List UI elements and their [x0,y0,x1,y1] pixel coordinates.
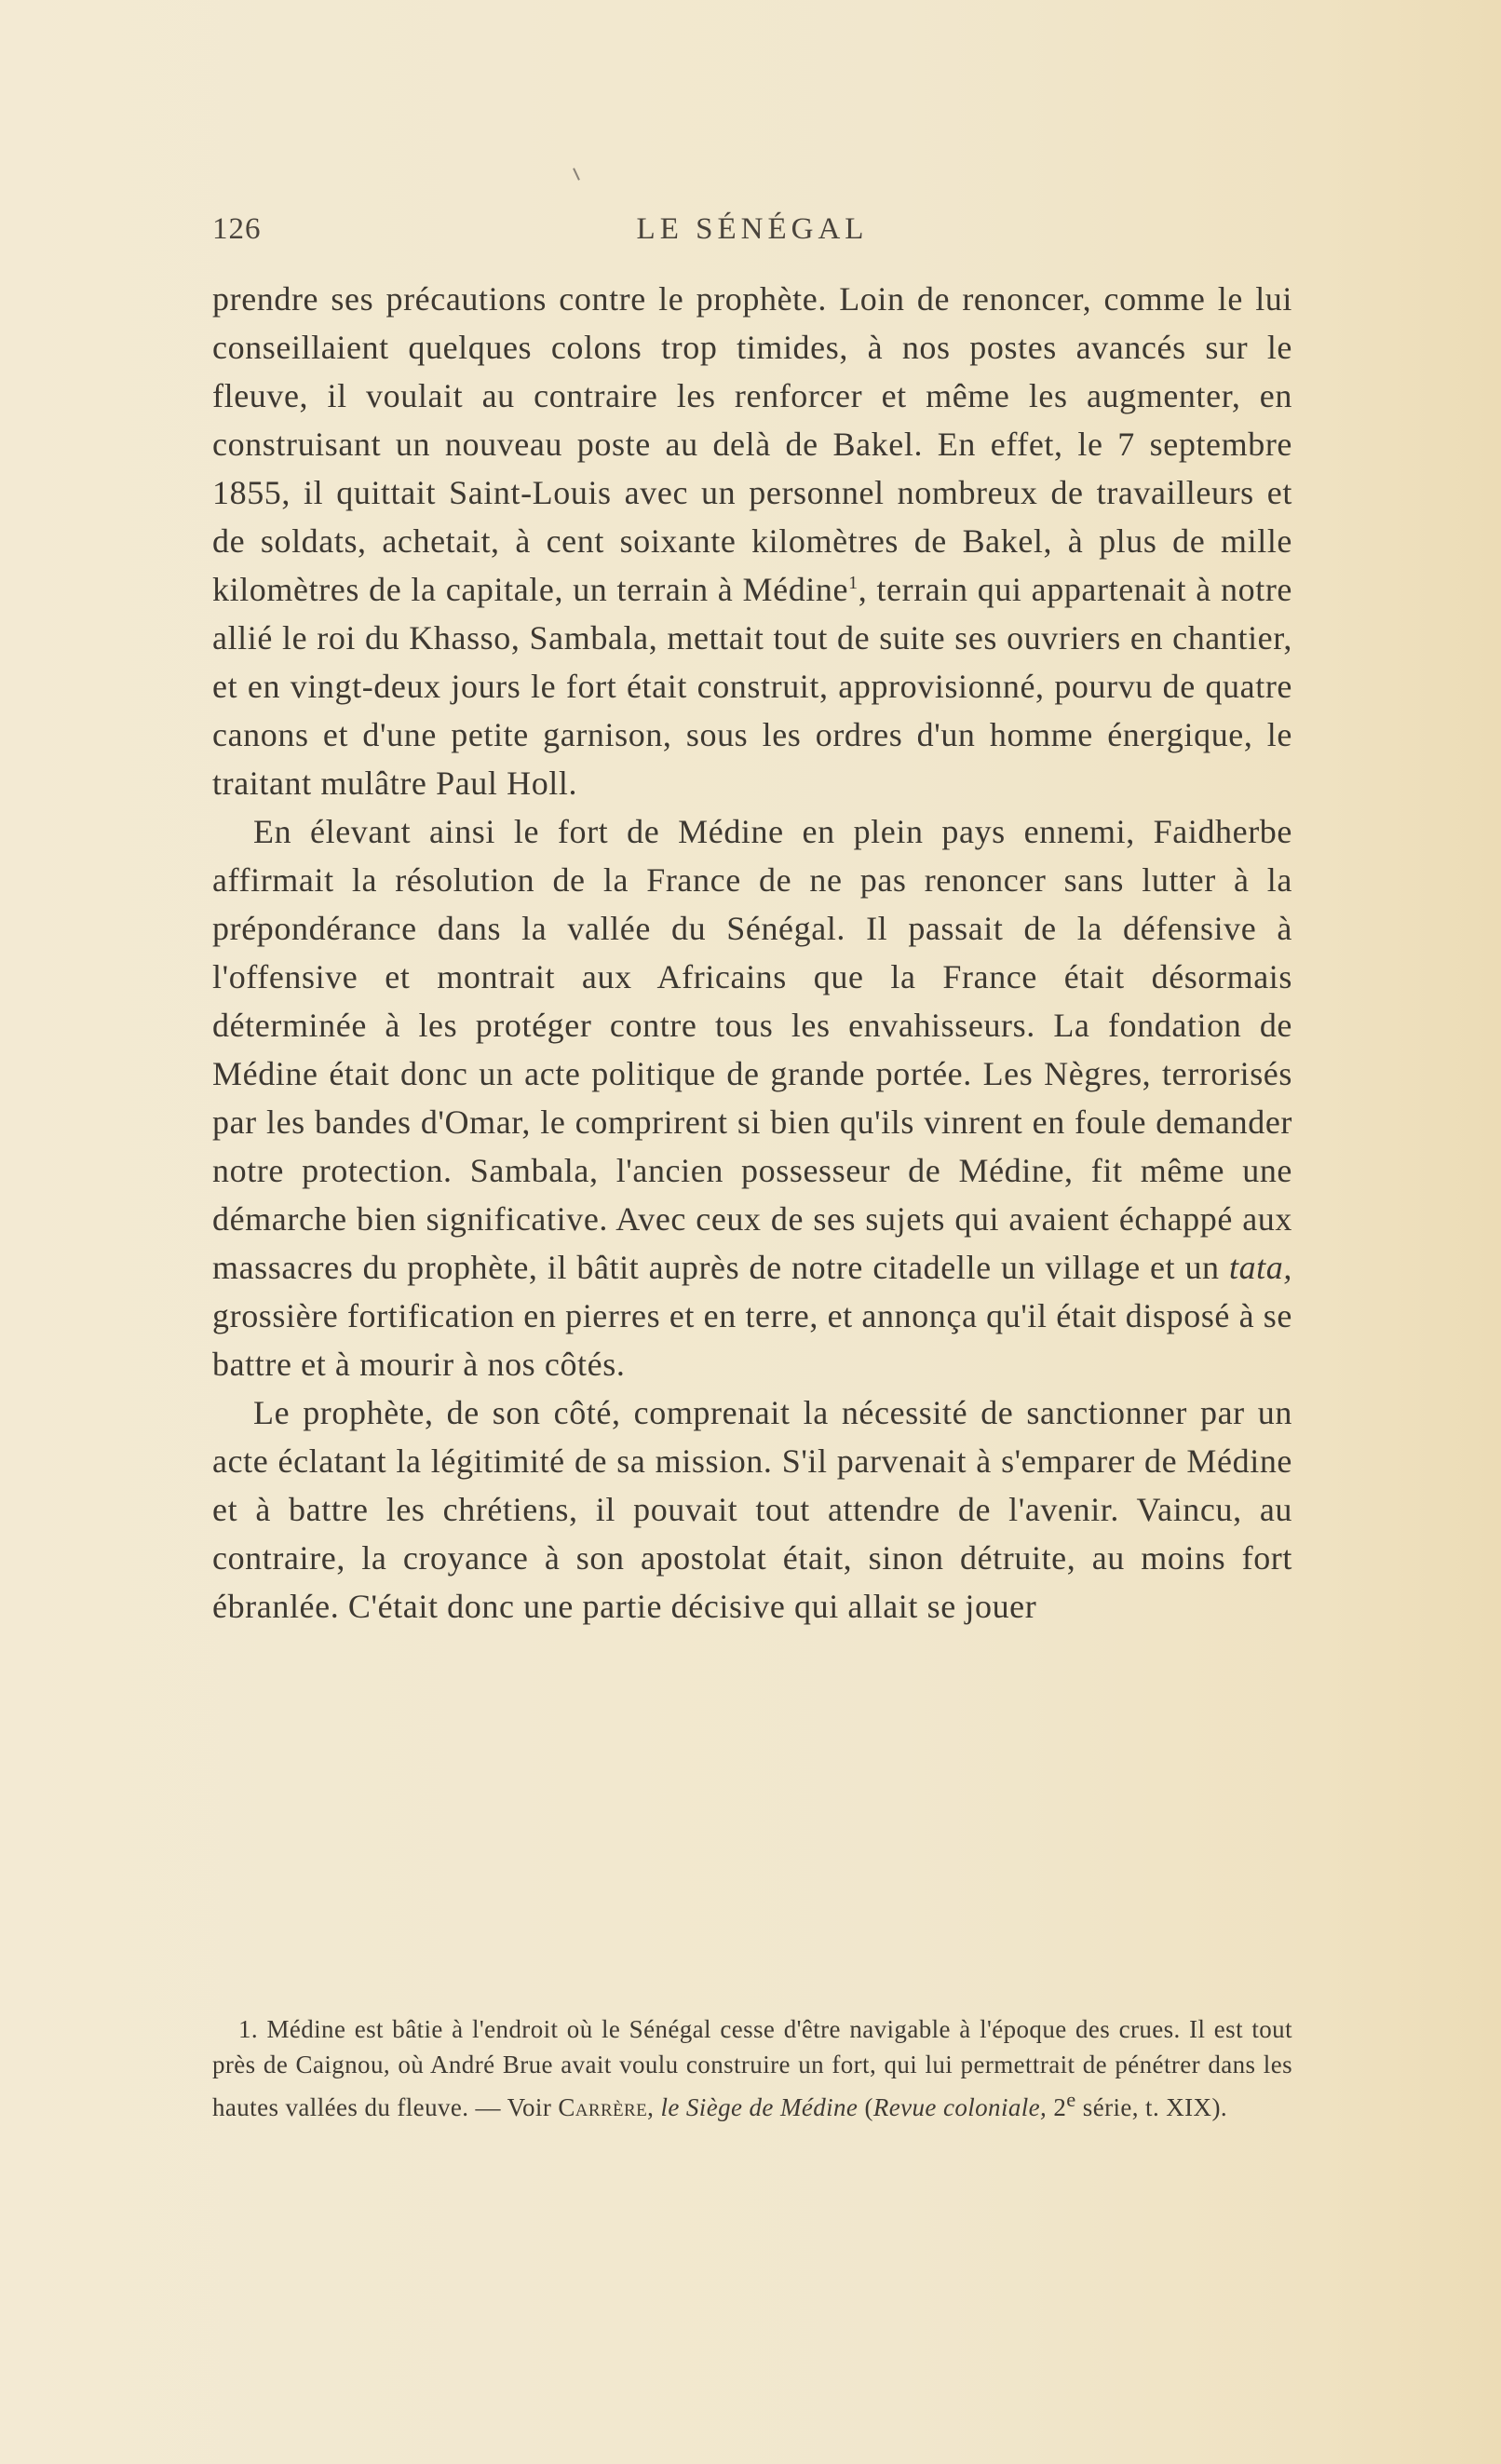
body-text [212,275,1292,1631]
paragraph-2 [212,807,1292,1388]
paragraph-2-text-a: En élevant ainsi le fort de Médine en plein pays ennemi, Faidherbe affirmait la résolution de la France de ne pas renoncer sans lutter à la prépondérance dans la vallée du Sénégal. Il passait de la défensive à l'offensive et montrait aux Africains que la France était désormais déterminée à les protéger contre tous les envahisseurs. La fondation de Médine était donc un acte politique de grande portée. Les Nègres, terrorisés par les bandes d'Omar, le comprirent si bien qu'ils vinrent en foule demander notre protection. Sambala, l'ancien possesseur de Médine, fit même une démarche bien significative. Avec ceux de ses sujets qui avaient échappé aux massacres du prophète, il bâtit auprès de notre citadelle un village et un [212,813,1292,1286]
running-title: LE SÉNÉGAL [636,212,869,246]
footnote-series-sup: e [1066,2088,1076,2111]
footnote-1 [212,2011,1292,2125]
footnote-journal: Revue coloniale, [872,2093,1048,2121]
paragraph-1 [212,275,1292,807]
running-head [212,212,1292,250]
paragraph-1-text: prendre ses précautions contre le prophète. Loin de renoncer, comme le lui conseillaient quelques colons trop timides, à nos postes avancés sur le fleuve, il voulait au contraire les renforcer et même les augmenter, en construisant un nouveau poste au delà de Bakel. En effet, le 7 septembre 1855, il quittait Saint-Louis avec un personnel nombreux de travailleurs et de soldats, achetait, à cent soixante kilomètres de Bakel, à plus de mille kilomètres de la capitale, un terrain à Médine [212,280,1292,608]
footnote-author: Carrère [558,2093,648,2121]
paragraph-1-rest: , terrain qui appartenait à notre allié le roi du Khasso, Sambala, mettait tout de suite ses ouvriers en chantier, et en vingt-deux jours le fort était construit, approvisionné, pourvu de quatre canons et d'une petite garnison, sous les ordres d'un homme énergique, le traitant mulâtre Paul Holl. [212,571,1292,802]
paragraph-2-italic: tata, [1228,1249,1292,1286]
margin-mark [573,168,580,181]
paragraph-2-text-b: grossière fortification en pierres et en terre, et annonça qu'il était disposé à se battre et à mourir à nos côtés. [212,1297,1292,1383]
footnote-sep: , [647,2093,661,2121]
footnote-lead: 1. Médine est bâtie à l'endroit où le Sénégal cesse d'être navigable à l'époque des crues. Il est tout près de Caignou, où André Brue avait voulu construire un fort, qui lui permettrait de pénétrer dans les hautes vallées du fleuve. — Voir [212,2015,1292,2121]
paragraph-3-text: Le prophète, de son côté, comprenait la nécessité de sanctionner par un acte éclatant la légitimité de sa mission. S'il parvenait à s'emparer de Médine et à battre les chrétiens, il pouvait tout attendre de l'avenir. Vaincu, au contraire, la croyance à son apostolat était, sinon détruite, au moins fort ébranlée. C'était donc une partie décisive qui allait se jouer [212,1394,1292,1625]
footnote-work: le Siège de Médine [660,2093,859,2121]
page-number: 126 [212,212,262,246]
footnote-tail: série, t. XIX). [1075,2093,1227,2121]
paragraph-3 [212,1388,1292,1631]
footnote-series-num: 2 [1053,2093,1067,2121]
footnote-ref: 1 [848,573,859,593]
footnotes [212,2011,1292,2125]
footnote-paren: ( [858,2093,873,2121]
